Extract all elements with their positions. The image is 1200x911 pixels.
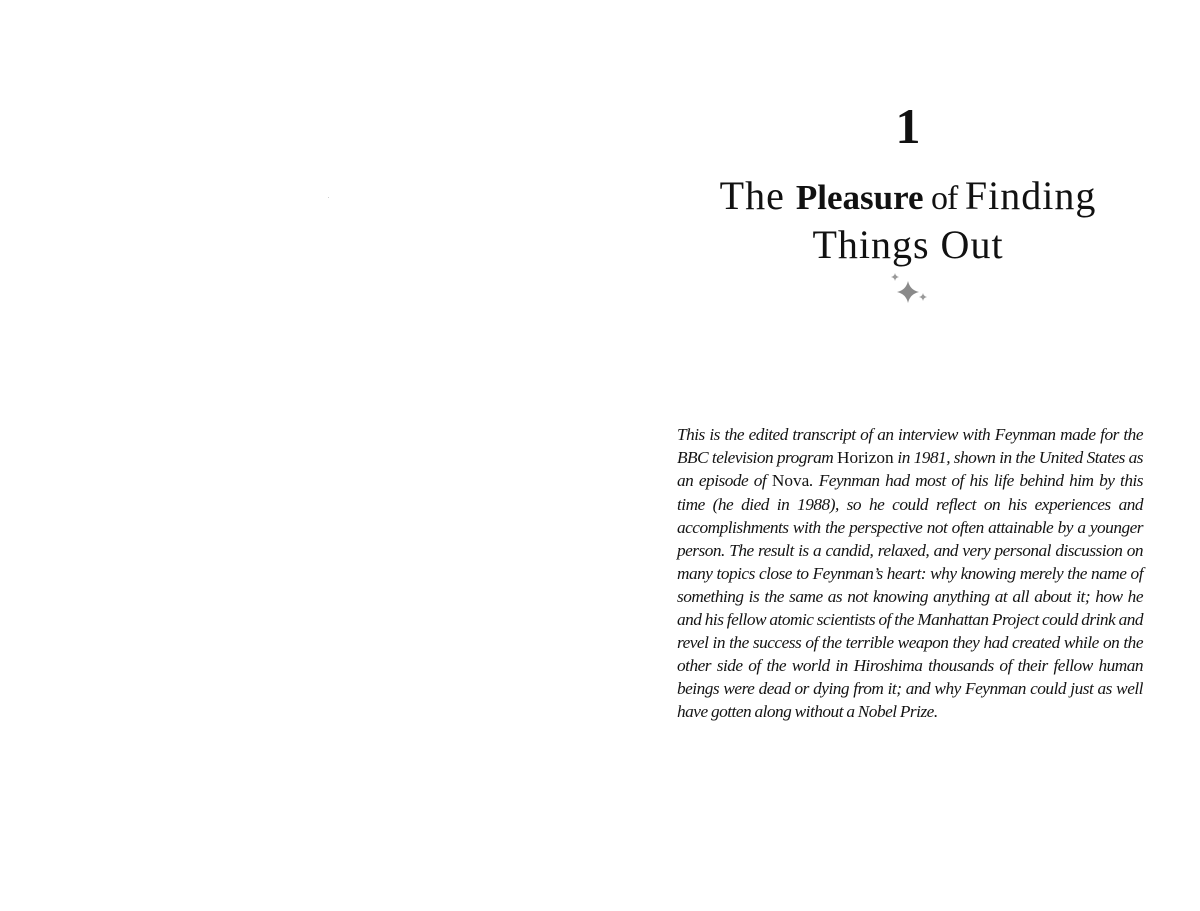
intro-text-3: . Feynman had most of his life behind him by this time (he died in 1988), so he could reflect on his experiences and accomplishments with the perspective not often attainable by a younger person. The result is a candid, relaxed, and very personal discussion on many topics close to Feynman’s heart: why knowing merely the name of something is the same as not knowing anything at all about it; how he and his fellow atomic scientists of the Manhattan Project could drink and revel in the success of the terrible weapon they had created while on the other side of the world in Hiroshima thousands of their fellow human beings were dead or dying from it; and why Feynman could just as well have gotten along without a Nobel Prize. [677, 471, 1143, 722]
page-speck [328, 197, 329, 198]
chapter-title-finding: Finding [964, 173, 1097, 218]
chapter-title-of: of [923, 180, 965, 217]
intro-text-2: in 1981, shown in the United States as an episode of [677, 448, 1143, 491]
chapter-title-line-1 [700, 173, 1116, 222]
chapter-title-pleasure: Pleasure [795, 178, 924, 217]
chapter-number: 1 [895, 98, 921, 154]
intro-text-1: This is the edited transcript of an interview with Feynman made for the BBC television program [677, 425, 1143, 468]
chapter-intro [677, 423, 1143, 723]
chapter-title-the: The [719, 173, 796, 218]
chapter-title [700, 173, 1116, 268]
intro-series-name: Nova [771, 471, 810, 491]
chapter-title-line-2: Things Out [812, 222, 1004, 267]
right-page [600, 0, 1200, 911]
intro-program-name: Horizon [837, 448, 894, 468]
sparkle-icon [887, 272, 931, 308]
